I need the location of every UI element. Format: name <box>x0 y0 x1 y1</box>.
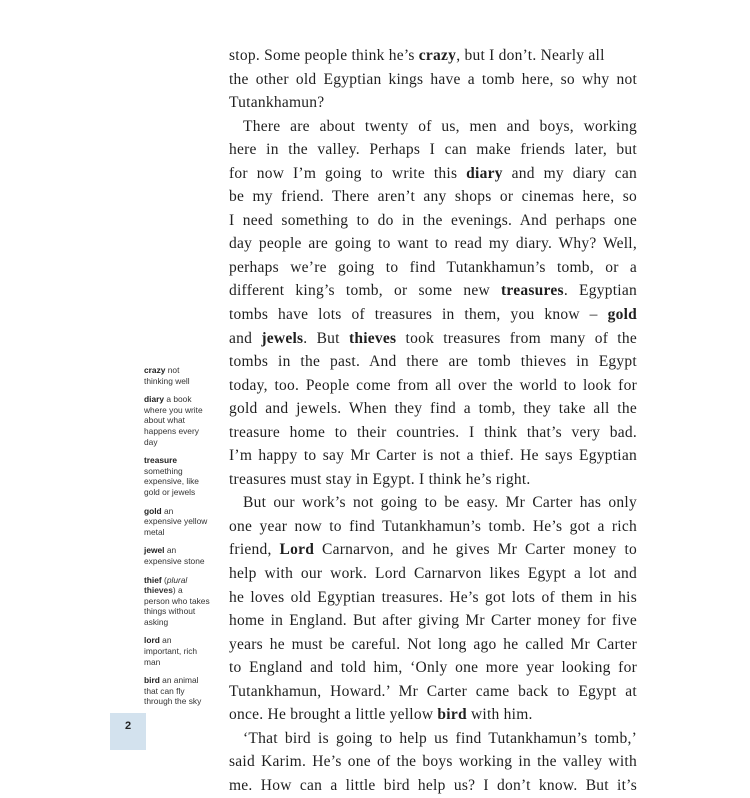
text-run: said Karim. He’s one of the boys working in the valley with <box>229 753 637 771</box>
glossary-sidebar <box>144 365 210 715</box>
text-line <box>229 468 637 492</box>
text-run: one year now to find Tutankhamun’s tomb. He’s got a rich <box>229 517 637 535</box>
text-line <box>229 491 637 515</box>
glossary-definition: an expensive yellow metal <box>144 505 208 537</box>
text-line <box>229 68 637 92</box>
glossary-entry <box>144 675 210 707</box>
text-run: treasure home to their countries. I think that’s very bad. <box>229 423 637 441</box>
text-run: There are about twenty of us, men and boys, working <box>243 117 637 135</box>
text-run: Carnarvon, and he gives Mr Carter money to <box>314 541 638 559</box>
glossary-entry <box>144 635 210 667</box>
glossary-term: gold <box>144 505 162 516</box>
glossary-definition: not thinking well <box>144 365 190 386</box>
text-line <box>229 515 637 539</box>
text-run: I need something to do in the evenings. And perhaps one <box>229 211 637 229</box>
text-run: But our work’s not going to be easy. Mr Carter has only <box>243 494 637 512</box>
glossary-word: crazy <box>418 47 457 64</box>
text-run: , but I don’t. Nearly all <box>456 47 605 64</box>
glossary-definition: an expensive stone <box>144 545 205 566</box>
text-line <box>229 138 637 162</box>
text-line <box>229 750 637 774</box>
text-run: Tutankhamun? <box>229 94 325 112</box>
glossary-entry <box>144 455 210 497</box>
glossary-definition: a person who takes things without asking <box>144 585 210 627</box>
glossary-term: crazy <box>144 365 166 375</box>
text-run: treasures must stay in Egypt. I think he’s right. <box>229 470 531 488</box>
glossary-word: treasures <box>501 282 564 300</box>
text-line <box>229 421 637 445</box>
page-number: 2 <box>124 720 132 732</box>
page-number-tab <box>110 713 146 750</box>
text-line <box>229 703 637 727</box>
text-line <box>229 374 637 398</box>
glossary-term: treasure <box>144 455 178 466</box>
text-run: took treasures from many of the <box>396 329 637 347</box>
text-line <box>229 609 637 633</box>
text-run: help with our work. Lord Carnarvon likes Egypt a lot and <box>229 565 637 583</box>
text-run: home in England. But after giving Mr Carter money for five <box>229 612 637 630</box>
text-line <box>229 279 637 303</box>
text-run: tombs have lots of treasures in them, you know – <box>229 306 608 324</box>
text-line <box>229 562 637 586</box>
glossary-definition: an animal that can fly through the sky <box>144 675 202 707</box>
text-run: . But <box>303 329 349 347</box>
text-run: today, too. People come from all over the world to look for <box>229 376 637 394</box>
text-run: Tutankhamun, Howard.’ Mr Carter came back to Egypt at <box>229 682 637 700</box>
text-line <box>229 774 637 798</box>
text-run: gold and jewels. When they find a tomb, they take all the <box>229 400 637 418</box>
text-line <box>229 444 637 468</box>
text-run: for now I’m going to write this <box>229 164 467 182</box>
text-line <box>229 656 637 680</box>
text-line <box>229 256 637 280</box>
glossary-word: gold <box>607 306 637 324</box>
text-line <box>229 397 637 421</box>
glossary-definition: an important, rich man <box>144 635 198 667</box>
glossary-term: bird <box>144 675 160 686</box>
text-run: and my diary can <box>502 164 637 182</box>
glossary-term: thief <box>144 574 162 585</box>
text-run: the other old Egyptian kings have a tomb here, so why not <box>229 70 637 88</box>
text-run: and <box>229 329 262 347</box>
glossary-definition: a book where you write about what happens every day <box>144 394 203 447</box>
text-run: years he must be careful. Not long ago he called Mr Carter <box>229 635 637 653</box>
text-run: with him. <box>466 706 533 724</box>
text-line <box>229 680 637 704</box>
plural-label: plural <box>166 574 188 585</box>
text-line <box>229 209 637 233</box>
text-line <box>229 185 637 209</box>
plural-term: thieves <box>144 585 173 596</box>
glossary-entry <box>144 545 210 566</box>
text-line <box>229 727 637 751</box>
text-run: stop. Some people think he’s <box>229 47 419 64</box>
glossary-word: bird <box>437 706 467 724</box>
glossary-word: Lord <box>279 541 315 559</box>
glossary-entry <box>144 506 210 538</box>
text-line <box>229 350 637 374</box>
main-text-column <box>229 44 637 798</box>
text-run: be my friend. There aren’t any shops or cinemas here, so <box>229 188 637 206</box>
glossary-definition: something expensive, like gold or jewels <box>144 465 199 497</box>
text-run: to England and told him, ‘Only one more year looking for <box>229 659 637 677</box>
text-line <box>229 586 637 610</box>
text-run: here in the valley. Perhaps I can make friends later, but <box>229 141 637 159</box>
text-line <box>229 162 637 186</box>
text-run: day people are going to want to read my diary. Why? Well, <box>229 235 637 253</box>
text-run: once. He brought a little yellow <box>229 706 438 724</box>
text-run: . Egyptian <box>563 282 637 300</box>
text-line <box>229 91 637 115</box>
text-run: me. How can a little bird help us? I don’t know. But it’s <box>229 776 637 794</box>
text-line <box>229 303 637 327</box>
text-line <box>229 633 637 657</box>
text-line <box>229 232 637 256</box>
glossary-entry <box>144 394 210 447</box>
text-line <box>229 44 637 68</box>
text-line <box>229 327 637 351</box>
text-run: I’m happy to say Mr Carter is not a thief. He says Egyptian <box>229 447 637 465</box>
text-run: friend, <box>229 541 280 559</box>
text-line <box>229 538 637 562</box>
glossary-entry: thief (plural thieves) a person who takes things without asking <box>144 574 210 627</box>
text-run: perhaps we’re going to find Tutankhamun’s tomb, or a <box>229 258 637 276</box>
glossary-term: diary <box>144 394 165 405</box>
text-run: different king’s tomb, or some new <box>229 282 501 300</box>
glossary-word: diary <box>466 164 503 182</box>
text-run: he loves old Egyptian treasures. He’s got lots of them in his <box>229 588 637 606</box>
text-run: tombs in the past. And there are tomb thieves in Egypt <box>229 353 637 371</box>
glossary-entry <box>144 365 210 386</box>
text-line <box>229 115 637 139</box>
glossary-word: jewels <box>261 329 304 347</box>
text-run: ‘That bird is going to help us find Tutankhamun’s tomb,’ <box>243 729 637 747</box>
glossary-term: lord <box>144 635 160 646</box>
glossary-word: thieves <box>348 329 397 347</box>
glossary-term: jewel <box>144 545 165 556</box>
